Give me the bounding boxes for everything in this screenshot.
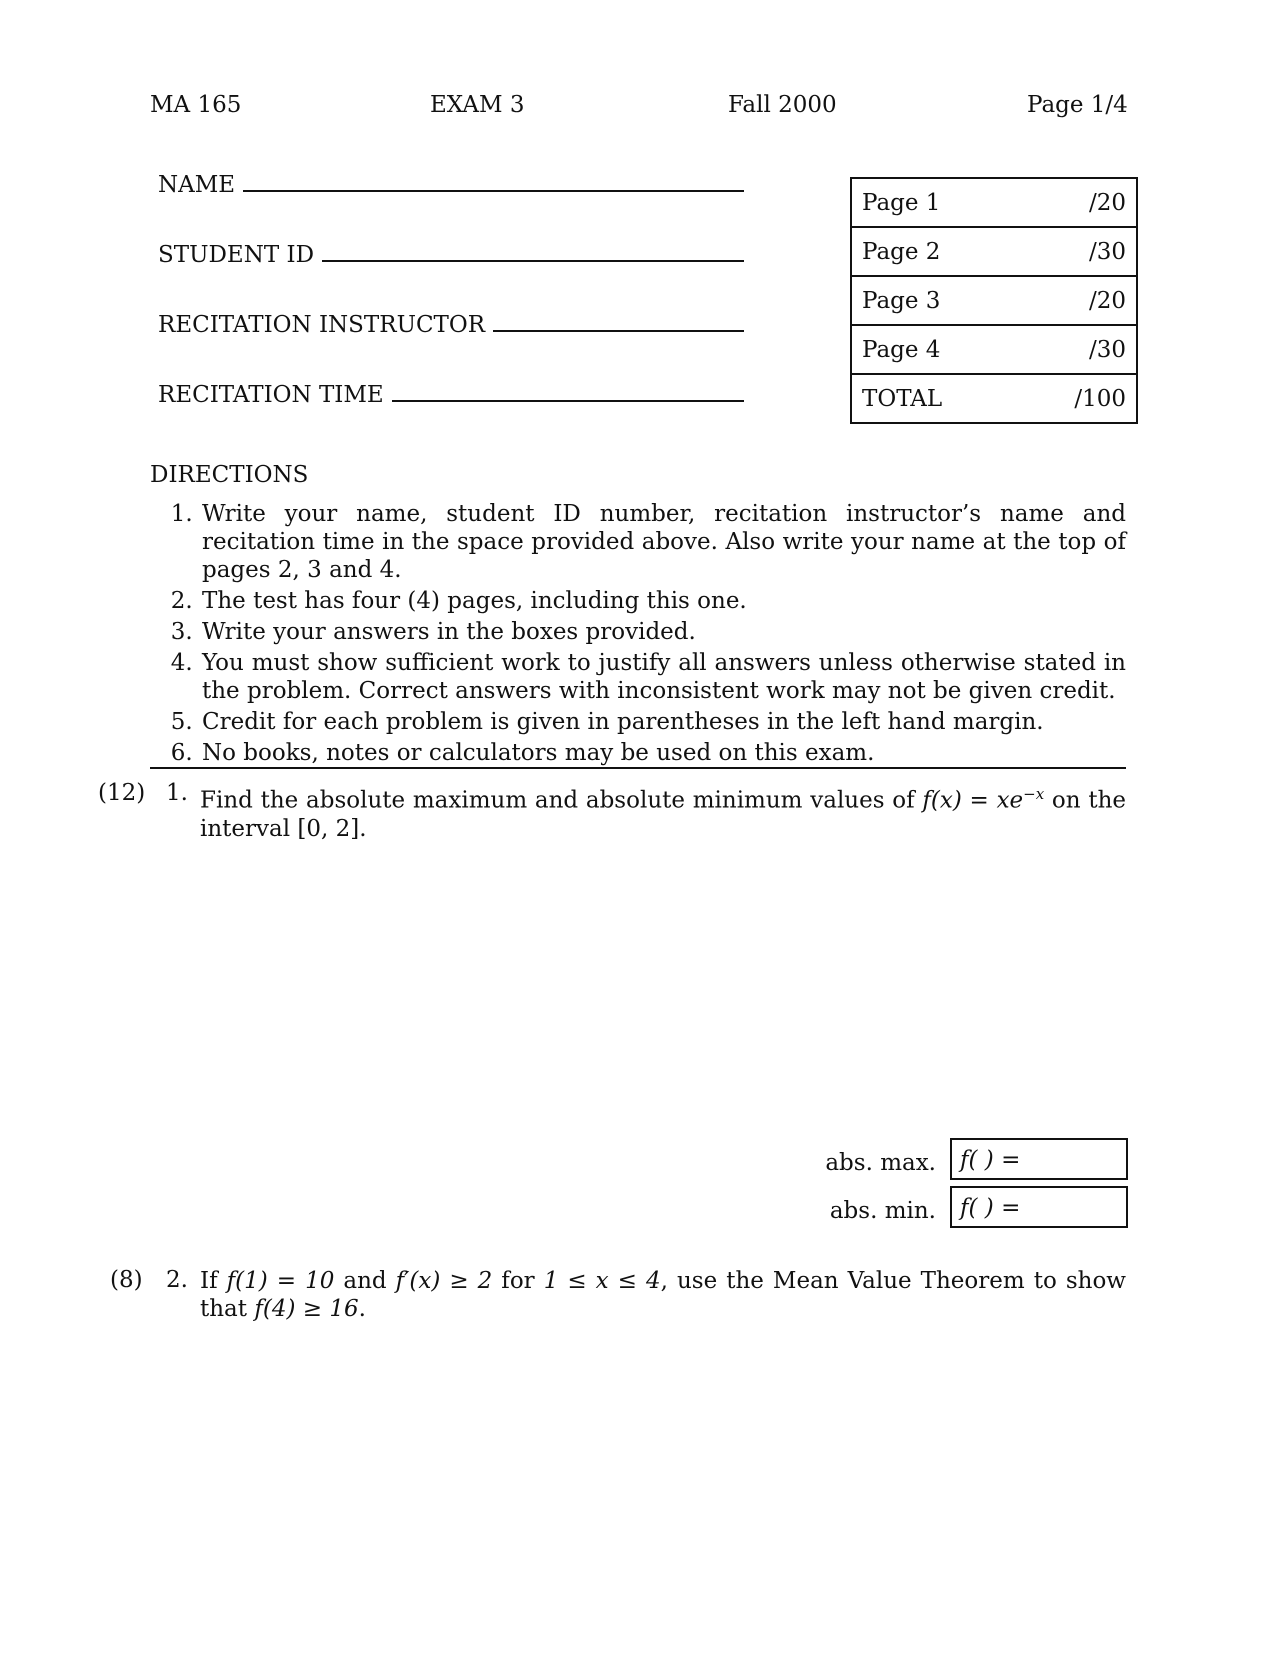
score-row [851, 178, 1137, 227]
direction-item: 4. You must show sufficient work to justify all answers unless otherwise stated in the problem. Correct answers with inconsistent work may not be given credit. [200, 649, 1126, 705]
score-row-label: Page 4 [851, 325, 1017, 374]
directions-list [150, 500, 1126, 770]
section-divider [150, 767, 1126, 769]
abs-max-label: abs. max. [825, 1150, 936, 1176]
abs-max-box-text: f( ) = [960, 1147, 1021, 1173]
problem-2-text-e: . [358, 1296, 366, 1322]
problem-2-credit: (8) [110, 1267, 143, 1293]
score-row-points: /30 [1017, 227, 1137, 276]
recitation-instructor-line[interactable] [493, 330, 744, 332]
score-total-label: TOTAL [851, 374, 1017, 423]
problem-2-math-c: 1 ≤ x ≤ 4 [543, 1268, 661, 1294]
score-row-points: /20 [1017, 178, 1137, 227]
problem-2-text-a: If [200, 1268, 227, 1294]
score-table [850, 177, 1138, 424]
abs-min-box-text: f( ) = [960, 1195, 1021, 1221]
score-total-row [851, 374, 1137, 423]
problem-1-text [200, 780, 1126, 843]
direction-item: 5. Credit for each problem is given in parentheses in the left hand margin. [200, 708, 1126, 736]
problem-2-math-b: f′(x) ≥ 2 [395, 1268, 493, 1294]
problem-1-function: f(x) = xe [922, 787, 1024, 814]
student-id-field[interactable] [158, 242, 744, 268]
direction-item: 3. Write your answers in the boxes provided. [200, 618, 1126, 646]
exam-term: Fall 2000 [728, 92, 837, 118]
score-row-label: Page 3 [851, 276, 1017, 325]
direction-item: 1. Write your name, student ID number, recitation instructor’s name and recitation time in the space provided above. Also write your name at the top of pages 2, 3 and 4. [200, 500, 1126, 584]
exam-title: EXAM 3 [430, 92, 525, 118]
problem-1-text-b: on the interval [0, 2]. [200, 787, 1127, 842]
problem-2-text [200, 1267, 1126, 1323]
problem-1-text-a: Find the absolute maximum and absolute minimum values of [200, 787, 923, 814]
problem-2-text-b: and [334, 1268, 396, 1294]
problem-2-math-d: f(4) ≥ 16 [254, 1296, 359, 1322]
student-id-line[interactable] [322, 260, 744, 262]
abs-max-answer-box[interactable] [950, 1138, 1128, 1180]
recitation-instructor-label: RECITATION INSTRUCTOR [158, 312, 486, 338]
directions-title: DIRECTIONS [150, 462, 309, 488]
score-row-label: Page 2 [851, 227, 1017, 276]
name-line[interactable] [243, 190, 744, 192]
score-row [851, 276, 1137, 325]
course-code: MA 165 [150, 92, 242, 118]
score-row-points: /30 [1017, 325, 1137, 374]
recitation-instructor-field[interactable] [158, 312, 744, 338]
problem-2-text-c: for [492, 1268, 544, 1294]
page-number: Page 1/4 [1027, 92, 1128, 118]
score-total-points: /100 [1017, 374, 1137, 423]
student-id-label: STUDENT ID [158, 242, 315, 268]
recitation-time-line[interactable] [392, 400, 744, 402]
abs-min-answer-box[interactable] [950, 1186, 1128, 1228]
direction-item: 6. No books, notes or calculators may be used on this exam. [200, 739, 1126, 767]
problem-2-number: 2. [166, 1267, 188, 1293]
problem-1-credit: (12) [98, 780, 146, 806]
problem-2-text-d: , use the Mean Value Theorem to show that [200, 1268, 1126, 1322]
recitation-time-label: RECITATION TIME [158, 382, 384, 408]
name-label: NAME [158, 172, 236, 198]
score-row [851, 227, 1137, 276]
direction-item: 2. The test has four (4) pages, including this one. [200, 587, 1126, 615]
recitation-time-field[interactable] [158, 382, 744, 408]
problem-2-math-a: f(1) = 10 [226, 1268, 335, 1294]
name-field[interactable] [158, 172, 744, 198]
abs-min-label: abs. min. [829, 1198, 936, 1224]
problem-1-number: 1. [166, 780, 188, 806]
score-row-label: Page 1 [851, 178, 1017, 227]
score-row [851, 325, 1137, 374]
problem-1-exponent: −x [1023, 785, 1045, 803]
score-row-points: /20 [1017, 276, 1137, 325]
